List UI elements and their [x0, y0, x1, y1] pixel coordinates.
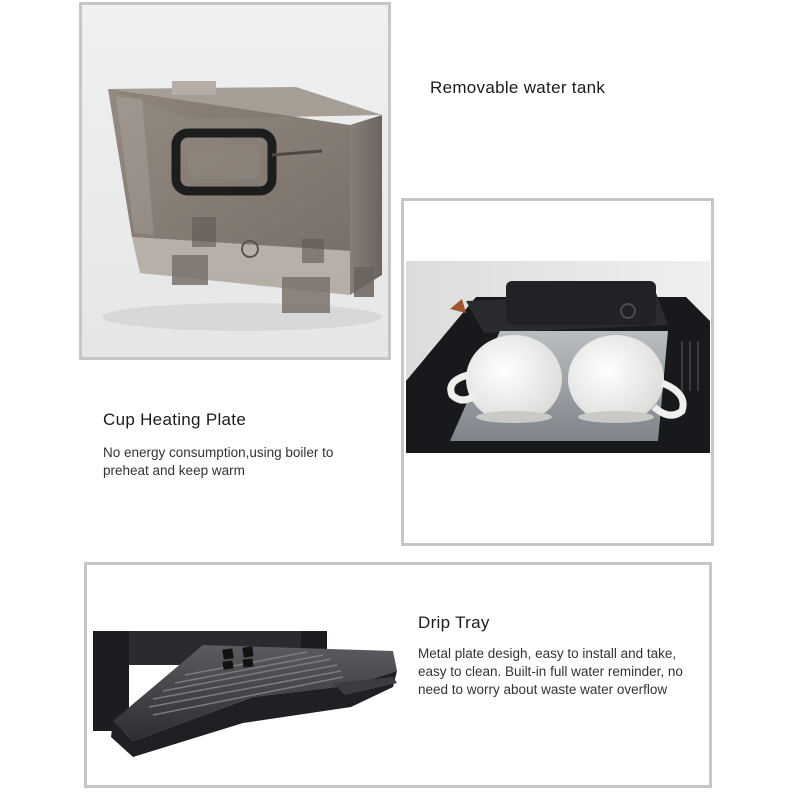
water-tank-image: [82, 5, 388, 357]
water-tank-title: Removable water tank: [430, 78, 606, 97]
drip-tray-title: Drip Tray: [418, 613, 490, 632]
drip-tray-image: [93, 625, 403, 785]
cup-heating-image: [406, 261, 710, 453]
cup-heating-description: No energy consumption,using boiler to preheat and keep warm: [103, 445, 334, 478]
cup-heating-photo-frame: [401, 198, 714, 546]
drip-tray-description: Metal plate desigh, easy to install and take, easy to clean. Built-in full water reminder, no need to worry about waste water overflow: [418, 646, 683, 697]
water-tank-photo-frame: [79, 2, 391, 360]
cup-heating-title: Cup Heating Plate: [103, 410, 247, 429]
